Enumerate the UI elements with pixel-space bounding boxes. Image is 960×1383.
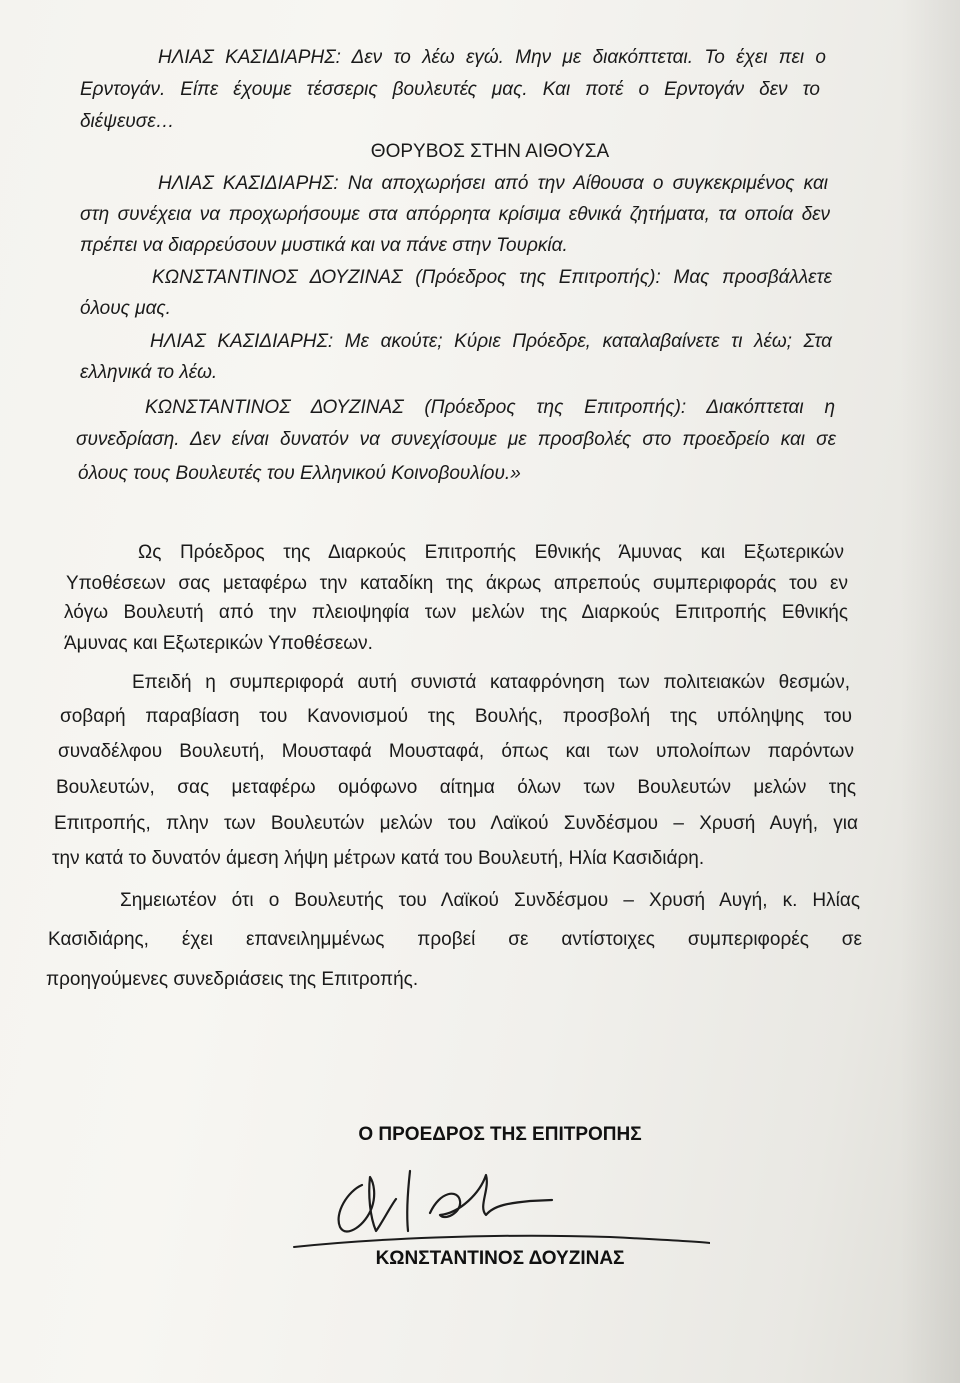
transcript-line: ΗΛΙΑΣ ΚΑΣΙΔΙΑΡΗΣ: Δεν το λέω εγώ. Μην με διακόπτεται. Το έχει πει ο: [158, 47, 826, 68]
page-edge-shadow: [900, 0, 960, 1383]
signatory-name: ΚΩΝΣΤΑΝΤΙΝΟΣ ΔΟΥΖΙΝΑΣ: [375, 1248, 625, 1269]
transcript-line: όλους τους Βουλευτές του Ελληνικού Κοινοβουλίου.»: [78, 463, 521, 484]
body-line: προηγούμενες συνεδριάσεις της Επιτροπής.: [46, 969, 419, 990]
transcript-stage-direction: ΘΟΡΥΒΟΣ ΣΤΗΝ ΑΙΘΟΥΣΑ: [370, 141, 610, 162]
transcript-line: στη συνέχεια να προχωρήσουμε στα απόρρητα κρίσιμα εθνικά ζητήματα, τα οποία δεν: [80, 204, 830, 225]
body-line: Άμυνας και Εξωτερικών Υποθέσεων.: [64, 633, 373, 654]
body-line: Επειδή η συμπεριφορά αυτή συνιστά καταφρόνηση των πολιτειακών θεσμών,: [132, 672, 850, 693]
transcript-line: ΚΩΝΣΤΑΝΤΙΝΟΣ ΔΟΥΖΙΝΑΣ (Πρόεδρος της Επιτροπής): Μας προσβάλλετε: [152, 267, 832, 288]
body-line: Κασιδιάρης, έχει επανειλημμένως προβεί σε αντίστοιχες συμπεριφορές σε: [48, 929, 862, 950]
transcript-line: διέψευσε…: [80, 111, 175, 132]
transcript-line: ΗΛΙΑΣ ΚΑΣΙΔΙΑΡΗΣ: Να αποχωρήσει από την Αίθουσα ο συγκεκριμένος και: [158, 173, 828, 194]
body-line: την κατά το δυνατόν άμεση λήψη μέτρων κατά του Βουλευτή, Ηλία Κασιδιάρη.: [52, 848, 705, 869]
transcript-line: συνεδρίαση. Δεν είναι δυνατόν να συνεχίσουμε με προσβολές στο προεδρείο και σε: [76, 429, 836, 450]
transcript-line: Ερντογάν. Είπε έχουμε τέσσερις βουλευτές μας. Και ποτέ ο Ερντογάν δεν το: [80, 79, 820, 100]
transcript-line: όλους μας.: [80, 298, 171, 319]
signature-title: Ο ΠΡΟΕΔΡΟΣ ΤΗΣ ΕΠΙΤΡΟΠΗΣ: [358, 1124, 642, 1145]
body-line: σοβαρή παραβίαση του Κανονισμού της Βουλής, προσβολή της υπόληψης του: [60, 706, 852, 727]
body-line: Σημειωτέον ότι ο Βουλευτής του Λαϊκού Συνδέσμου – Χρυσή Αυγή, κ. Ηλίας: [120, 890, 860, 911]
handwritten-signature: [290, 1155, 710, 1250]
body-line: Επιτροπής, πλην των Βουλευτών μελών του Λαϊκού Συνδέσμου – Χρυσή Αυγή, για: [54, 813, 858, 834]
transcript-line: ελληνικά το λέω.: [80, 362, 218, 383]
transcript-line: ΚΩΝΣΤΑΝΤΙΝΟΣ ΔΟΥΖΙΝΑΣ (Πρόεδρος της Επιτροπής): Διακόπτεται η: [145, 397, 835, 418]
body-line: Βουλευτών, σας μεταφέρω ομόφωνο αίτημα όλων των Βουλευτών μελών της: [56, 777, 856, 798]
body-line: Υποθέσεων σας μεταφέρω την καταδίκη της άκρως απρεπούς συμπεριφοράς του εν: [66, 573, 848, 594]
body-line: συναδέλφου Βουλευτή, Μουσταφά Μουσταφά, όπως και των υπολοίπων παρόντων: [58, 741, 854, 762]
body-line: Ως Πρόεδρος της Διαρκούς Επιτροπής Εθνικής Άμυνας και Εξωτερικών: [138, 542, 844, 563]
transcript-line: πρέπει να διαρρεύσουν μυστικά και να πάνε στην Τουρκία.: [80, 235, 568, 256]
body-line: λόγω Βουλευτή από την πλειοψηφία των μελών της Διαρκούς Επιτροπής Εθνικής: [64, 602, 848, 623]
transcript-line: ΗΛΙΑΣ ΚΑΣΙΔΙΑΡΗΣ: Με ακούτε; Κύριε Πρόεδρε, καταλαβαίνετε τι λέω; Στα: [150, 331, 832, 352]
